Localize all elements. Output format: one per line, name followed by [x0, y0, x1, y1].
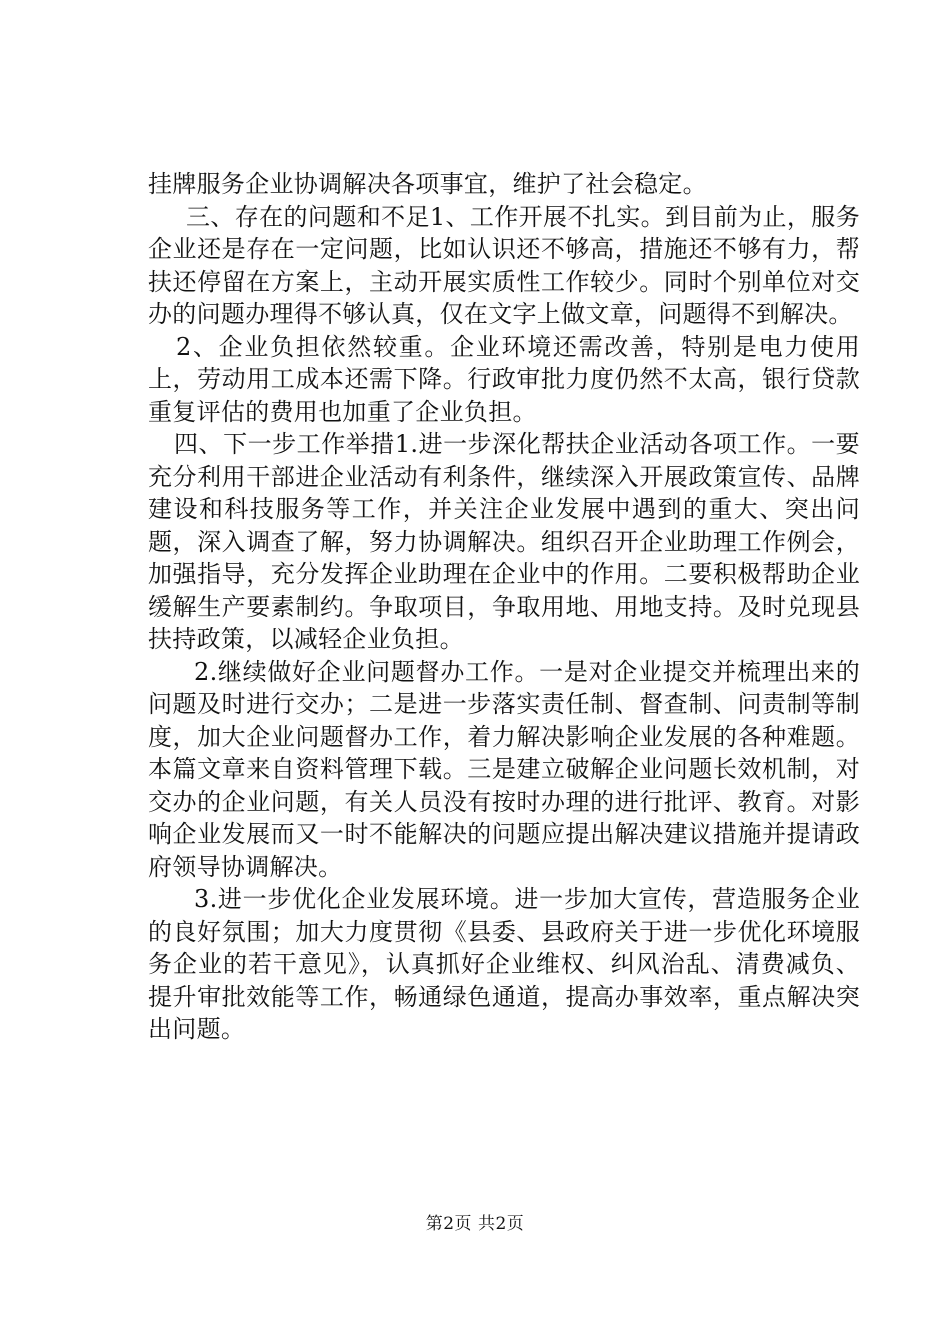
paragraph-1: 挂牌服务企业协调解决各项事宜，维护了社会稳定。 [148, 170, 707, 198]
paragraph-2: 三、存在的问题和不足1、工作开展不扎实。到目前为止，服务企业还是存在一定问题，比如认识还不够高，措施还不够有力，帮扶还停留在方案上，主动开展实质性工作较少。同时个别单位对交办的问题办理得不够认真，仅在文字上做文章，问题得不到解决。 [148, 202, 860, 328]
paragraph-5: 2.继续做好企业问题督办工作。一是对企业提交并梳理出来的问题及时进行交办；二是进一步落实责任制、督查制、问责制等制度，加大企业问题督办工作，着力解决影响企业发展的各种难题。本篇文章来自资料管理下载。三是建立破解企业问题长效机制，对交办的企业问题，有关人员没有按时办理的进行批评、教育。对影响企业发展而又一时不能解决的问题应提出解决建议措施并提请政府领导协调解决。 [148, 657, 860, 881]
document-body [148, 168, 860, 1046]
paragraph-4: 四、下一步工作举措1.进一步深化帮扶企业活动各项工作。一要充分利用干部进企业活动有利条件，继续深入开展政策宣传、品牌建设和科技服务等工作，并关注企业发展中遇到的重大、突出问题，深入调查了解，努力协调解决。组织召开企业助理工作例会，加强指导，充分发挥企业助理在企业中的作用。二要积极帮助企业缓解生产要素制约。争取项目，争取用地、用地支持。及时兑现县扶持政策，以减轻企业负担。 [148, 430, 860, 653]
paragraph-3: 2、企业负担依然较重。企业环境还需改善，特别是电力使用上，劳动用工成本还需下降。行政审批力度仍然不太高，银行贷款重复评估的费用也加重了企业负担。 [148, 332, 860, 426]
page-footer: 第2页 共2页 [425, 1214, 525, 1234]
paragraph-6: 3.进一步优化企业发展环境。进一步加大宣传，营造服务企业的良好氛围；加大力度贯彻《县委、县政府关于进一步优化环境服务企业的若干意见》，认真抓好企业维权、纠风治乱、清费减负、提升审批效能等工作，畅通绿色通道，提高办事效率，重点解决突出问题。 [148, 885, 860, 1043]
